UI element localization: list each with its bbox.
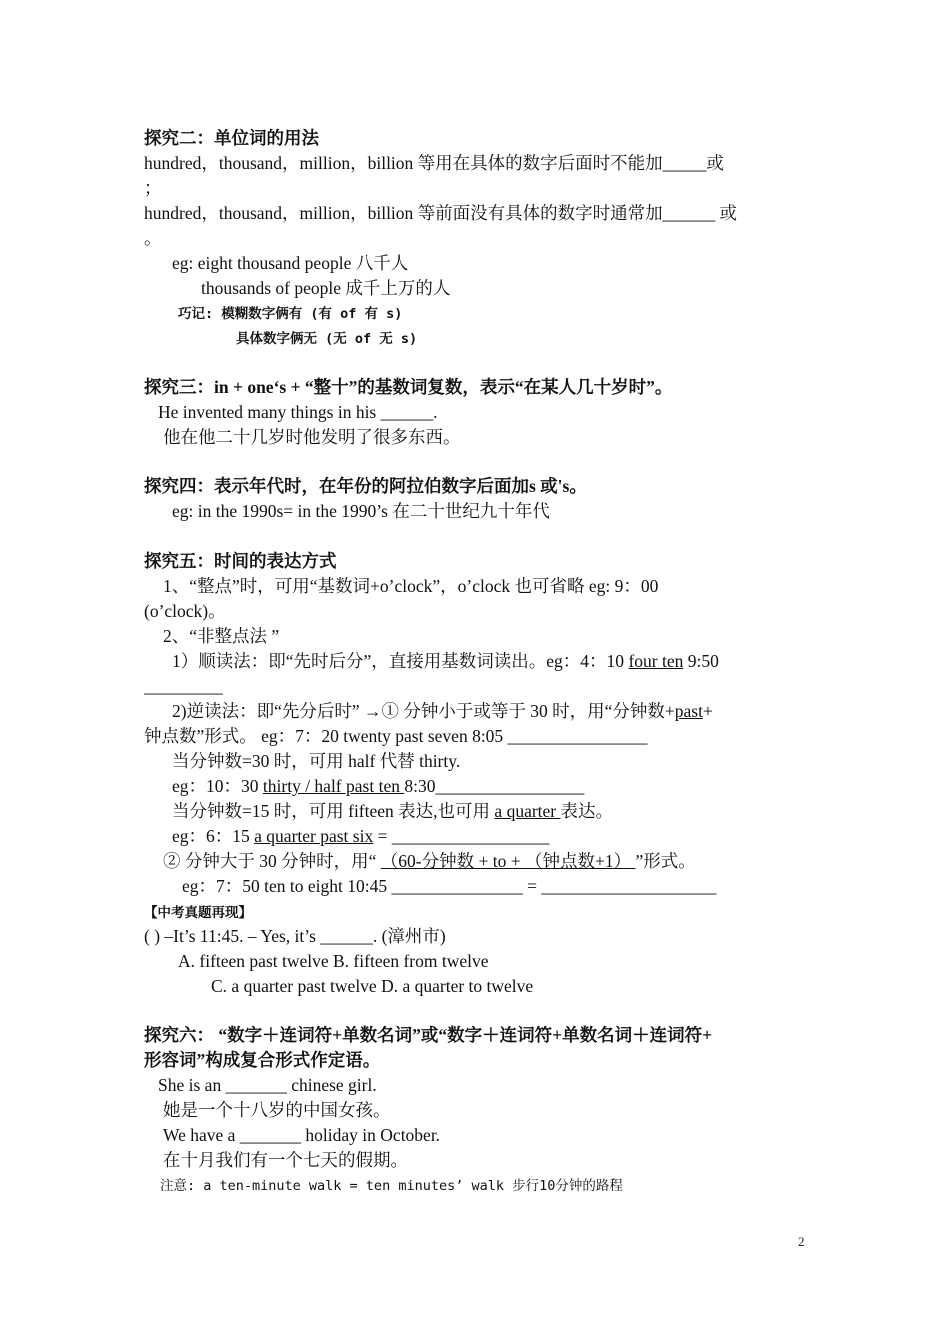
section-6-line-2: 她是一个十八岁的中国女孩。: [163, 1100, 391, 1120]
section-2-line-1b: ；: [144, 178, 162, 198]
section-2-title: 探究二：单位词的用法: [144, 128, 319, 148]
quarter-rule-answer: a quarter: [494, 801, 561, 821]
section-5-point-2: 2、“非整点法 ”: [163, 626, 280, 646]
section-6-line-3: We have a _______ holiday in October.: [163, 1125, 441, 1145]
quarter-example-answer: a quarter past six: [254, 826, 374, 846]
section-5-point-1b: (o’clock)。: [144, 601, 226, 621]
exam-options-cd: C. a quarter past twelve D. a quarter to twelve: [211, 976, 534, 996]
section-5-half-rule: 当分钟数=30 时，可用 half 代替 thirty.: [172, 751, 461, 771]
section-2-example-2: thousands of people 成千上万的人: [201, 278, 451, 298]
exam-question: ( ) –It’s 11:45. – Yes, it’s ______. (漳州市): [144, 926, 446, 946]
section-4-line-1: eg: in the 1990s= in the 1990’s 在二十世纪九十年代: [172, 501, 550, 521]
reverse-reading-text: 2)逆读法：即“先分后时” →① 分钟小于或等于 30 时，用“分钟数+: [172, 701, 675, 721]
section-5-half-example: [172, 774, 584, 798]
section-2-tip-1: 巧记: 模糊数字俩有 (有 of 有 s): [178, 306, 403, 322]
section-2-example-1: eg: eight thousand people 八千人: [172, 253, 409, 273]
half-example-answer: thirty / half past ten: [262, 776, 405, 796]
over-30-formula: （60-分钟数 + to + （钟点数+1）: [380, 851, 636, 871]
quarter-rule-tail: 表达。: [560, 801, 613, 821]
section-2-line-2: hundred，thousand，million，billion 等前面没有具体的数字时通常加______ 或: [144, 203, 738, 223]
forward-reading-answer: four ten: [628, 651, 684, 671]
section-5-forward-reading: [172, 649, 719, 673]
section-4-title: 探究四：表示年代时，在年份的阿拉伯数字后面加s 或's。: [144, 476, 587, 496]
quarter-example-tail: = __________________: [373, 826, 550, 846]
section-5-title: 探究五：时间的表达方式: [144, 551, 337, 571]
section-5-quarter-example: [172, 824, 549, 848]
section-3-line-2: 他在他二十几岁时他发明了很多东西。: [163, 427, 461, 447]
reverse-reading-plus: +: [702, 701, 713, 721]
section-6-title-1: 探究六： “数字＋连词符+单数名词”或“数字＋连词符+单数名词＋连词符+: [144, 1025, 713, 1045]
section-2-line-2b: 。: [144, 228, 162, 248]
section-6-line-1: She is an _______ chinese girl.: [158, 1075, 377, 1095]
over-30-prefix: ② 分钟大于 30 分钟时，用“: [163, 851, 381, 871]
section-6-line-4: 在十月我们有一个七天的假期。: [163, 1150, 408, 1170]
forward-reading-tail: 9:50: [683, 651, 719, 671]
half-example-tail: 8:30_________________: [404, 776, 585, 796]
section-2-tip-2: 具体数字俩无 (无 of 无 s): [236, 331, 418, 347]
over-30-tail: ”形式。: [635, 851, 696, 871]
reverse-reading-past: past: [674, 701, 703, 721]
section-2-line-1: hundred，thousand，million，billion 等用在具体的数字后面时不能加_____或: [144, 153, 724, 173]
quarter-rule-prefix: 当分钟数=15 时，可用 fifteen 表达,也可用: [172, 801, 495, 821]
half-example-prefix: eg：10：30: [172, 776, 263, 796]
section-3-line-1: He invented many things in his ______.: [158, 402, 438, 422]
section-3-title: 探究三：in + one‘s + “整十”的基数词复数，表示“在某人几十岁时”。: [144, 377, 673, 397]
exam-options-ab: A. fifteen past twelve B. fifteen from twelve: [178, 951, 489, 971]
section-6-title-2: 形容词”构成复合形式作定语。: [144, 1050, 381, 1070]
forward-reading-text: 1）顺读法：即“先时后分”，直接用基数词读出。eg：4：10: [172, 651, 629, 671]
section-5-point-1: 1、“整点”时，可用“基数词+o’clock”，o’clock 也可省略 eg: 9：00: [163, 576, 659, 596]
section-5-over-30-example: eg：7：50 ten to eight 10:45 _______________ = ____________________: [182, 876, 717, 896]
quarter-example-prefix: eg：6：15: [172, 826, 255, 846]
section-5-reverse-example: 钟点数”形式。 eg：7：20 twenty past seven 8:05 ________________: [144, 726, 648, 746]
section-5-over-30-rule: [163, 849, 696, 873]
section-5-quarter-rule: [172, 799, 613, 823]
section-6-note: 注意: a ten-minute walk = ten minutes’ walk 步行10分钟的路程: [160, 1178, 623, 1194]
section-5-blank-950: _________: [144, 676, 223, 696]
page-number: 2: [798, 1234, 805, 1249]
section-5-reverse-reading: [172, 699, 713, 723]
exam-title: 【中考真题再现】: [144, 905, 252, 921]
